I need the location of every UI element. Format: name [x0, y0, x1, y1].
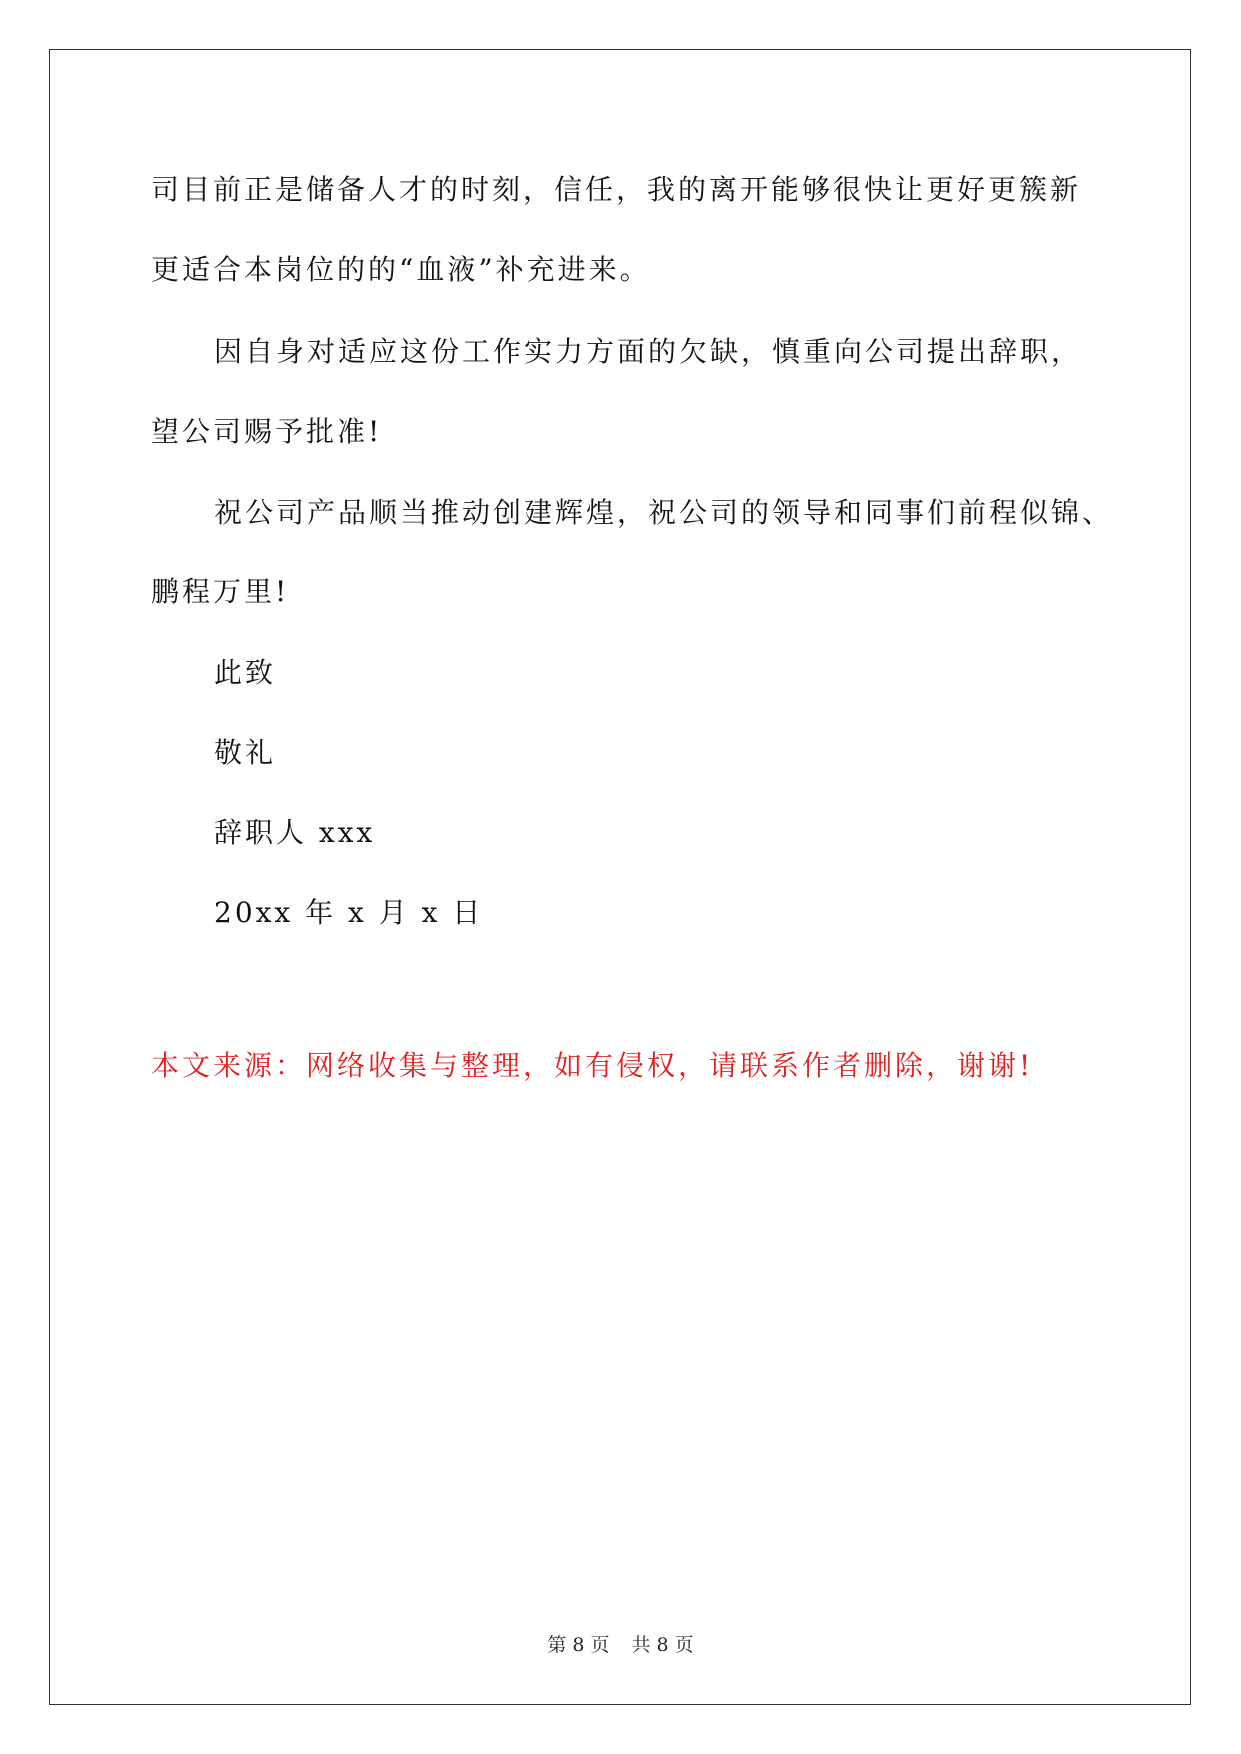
body-line: 望公司赐予批准! [151, 415, 383, 448]
body-line: 司目前正是储备人才的时刻，信任，我的离开能够很快让更好更簇新 [151, 173, 1082, 206]
body-line: 更适合本岗位的的“血液”补充进来。 [151, 253, 651, 286]
page-footer [0, 1630, 1241, 1657]
body-line: 因自身对适应这份工作实力方面的欠缺，慎重向公司提出辞职， [214, 335, 1083, 368]
closing-line: 此致 [214, 656, 277, 689]
body-line: 祝公司产品顺当推动创建辉煌，祝公司的领导和同事们前程似锦、 [214, 496, 1114, 529]
signature: 辞职人 xxx [214, 816, 376, 849]
page-total: 共 8 页 [631, 1634, 694, 1656]
body-line: 鹏程万里! [151, 575, 290, 608]
date: 20xx 年 x 月 x 日 [214, 896, 484, 929]
closing-line: 敬礼 [214, 736, 277, 769]
page-border [49, 49, 1191, 1705]
source-note: 本文来源：网络收集与整理，如有侵权，请联系作者删除，谢谢! [151, 1049, 1034, 1082]
page-number: 第 8 页 [547, 1634, 610, 1656]
